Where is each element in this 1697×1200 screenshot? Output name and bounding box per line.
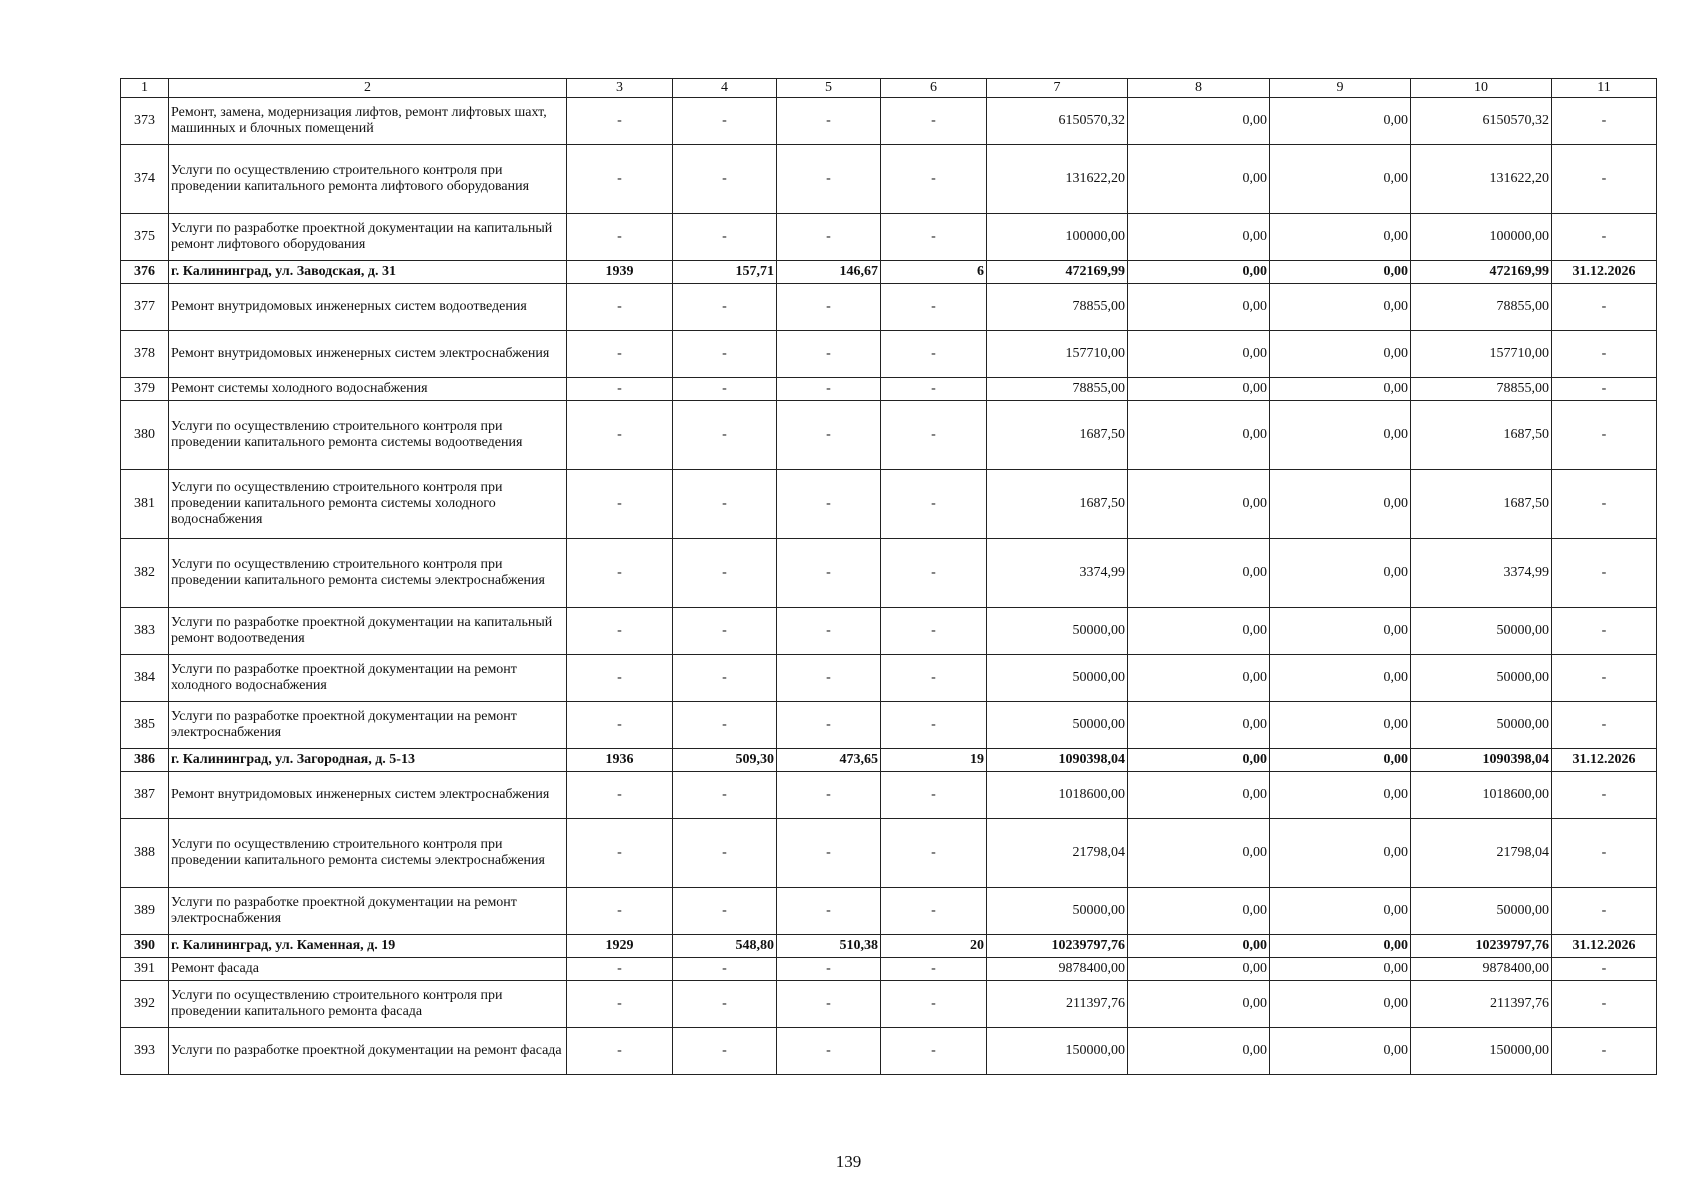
cell-col-3: -	[567, 655, 673, 702]
work-description: Услуги по осуществлению строительного контроля при проведении капитального ремонта системы электроснабжения	[169, 819, 567, 888]
cell-col-11: -	[1552, 470, 1657, 539]
cell-col-9: 0,00	[1270, 819, 1411, 888]
work-description: Услуги по разработке проектной документации на капитальный ремонт лифтового оборудования	[169, 214, 567, 261]
table-row	[121, 214, 1657, 261]
row-number: 388	[121, 819, 169, 888]
cell-col-11: -	[1552, 702, 1657, 749]
cell-col-8: 0,00	[1128, 935, 1270, 958]
cell-col-6: -	[881, 401, 987, 470]
cell-col-9: 0,00	[1270, 261, 1411, 284]
cell-col-3: 1929	[567, 935, 673, 958]
cell-col-6: -	[881, 98, 987, 145]
cell-col-10: 1090398,04	[1411, 749, 1552, 772]
cell-col-3: 1939	[567, 261, 673, 284]
cell-col-5: -	[777, 655, 881, 702]
row-number: 383	[121, 608, 169, 655]
cell-col-9: 0,00	[1270, 935, 1411, 958]
capital-repair-table	[120, 78, 1657, 1075]
cell-col-9: 0,00	[1270, 749, 1411, 772]
cell-col-11: -	[1552, 981, 1657, 1028]
cell-col-11: -	[1552, 214, 1657, 261]
cell-col-5: -	[777, 772, 881, 819]
cell-col-3: -	[567, 470, 673, 539]
cell-col-8: 0,00	[1128, 261, 1270, 284]
table-row	[121, 1028, 1657, 1075]
cell-col-9: 0,00	[1270, 702, 1411, 749]
cell-col-4: -	[673, 539, 777, 608]
cell-col-5: -	[777, 331, 881, 378]
cell-col-3: -	[567, 772, 673, 819]
work-description: Услуги по разработке проектной документации на ремонт холодного водоснабжения	[169, 655, 567, 702]
cell-col-6: -	[881, 608, 987, 655]
work-description: Ремонт, замена, модернизация лифтов, ремонт лифтовых шахт, машинных и блочных помещений	[169, 98, 567, 145]
cell-col-4: -	[673, 214, 777, 261]
row-number: 393	[121, 1028, 169, 1075]
cell-col-8: 0,00	[1128, 98, 1270, 145]
cell-col-7: 10239797,76	[987, 935, 1128, 958]
cell-col-9: 0,00	[1270, 888, 1411, 935]
table-row	[121, 819, 1657, 888]
cell-col-7: 9878400,00	[987, 958, 1128, 981]
cell-col-8: 0,00	[1128, 214, 1270, 261]
cell-col-10: 78855,00	[1411, 378, 1552, 401]
cell-col-4: -	[673, 470, 777, 539]
row-number: 373	[121, 98, 169, 145]
cell-col-6: -	[881, 958, 987, 981]
cell-col-4: -	[673, 655, 777, 702]
cell-col-10: 211397,76	[1411, 981, 1552, 1028]
cell-col-6: -	[881, 1028, 987, 1075]
cell-col-11: -	[1552, 1028, 1657, 1075]
cell-col-10: 10239797,76	[1411, 935, 1552, 958]
cell-col-11: -	[1552, 331, 1657, 378]
cell-col-9: 0,00	[1270, 608, 1411, 655]
cell-col-10: 100000,00	[1411, 214, 1552, 261]
cell-col-10: 50000,00	[1411, 655, 1552, 702]
table-row	[121, 284, 1657, 331]
cell-col-5: -	[777, 702, 881, 749]
cell-col-11: -	[1552, 772, 1657, 819]
row-number: 381	[121, 470, 169, 539]
cell-col-10: 9878400,00	[1411, 958, 1552, 981]
cell-col-7: 50000,00	[987, 702, 1128, 749]
cell-col-5: -	[777, 958, 881, 981]
cell-col-9: 0,00	[1270, 958, 1411, 981]
column-header: 1	[121, 79, 169, 98]
cell-col-4: -	[673, 702, 777, 749]
cell-col-4: 509,30	[673, 749, 777, 772]
cell-col-11: -	[1552, 145, 1657, 214]
cell-col-7: 50000,00	[987, 608, 1128, 655]
cell-col-10: 472169,99	[1411, 261, 1552, 284]
work-description: г. Калининград, ул. Каменная, д. 19	[169, 935, 567, 958]
column-header: 7	[987, 79, 1128, 98]
table-row	[121, 608, 1657, 655]
table-row	[121, 331, 1657, 378]
work-description: Услуги по осуществлению строительного контроля при проведении капитального ремонта лифтового оборудования	[169, 145, 567, 214]
table-row	[121, 772, 1657, 819]
column-header: 6	[881, 79, 987, 98]
cell-col-3: -	[567, 214, 673, 261]
work-description: Ремонт фасада	[169, 958, 567, 981]
address-row	[121, 749, 1657, 772]
work-description: Услуги по осуществлению строительного контроля при проведении капитального ремонта системы холодного водоснабжения	[169, 470, 567, 539]
cell-col-3: -	[567, 819, 673, 888]
cell-col-6: -	[881, 539, 987, 608]
table-row	[121, 981, 1657, 1028]
cell-col-10: 50000,00	[1411, 702, 1552, 749]
cell-col-8: 0,00	[1128, 749, 1270, 772]
cell-col-11: -	[1552, 819, 1657, 888]
cell-col-11: -	[1552, 98, 1657, 145]
cell-col-6: -	[881, 819, 987, 888]
cell-col-5: -	[777, 98, 881, 145]
cell-col-6: -	[881, 214, 987, 261]
cell-col-3: -	[567, 702, 673, 749]
table-row	[121, 401, 1657, 470]
cell-col-5: -	[777, 401, 881, 470]
row-number: 378	[121, 331, 169, 378]
cell-col-4: -	[673, 772, 777, 819]
cell-col-4: -	[673, 608, 777, 655]
cell-col-7: 150000,00	[987, 1028, 1128, 1075]
cell-col-5: -	[777, 378, 881, 401]
table-row	[121, 470, 1657, 539]
cell-col-3: -	[567, 145, 673, 214]
cell-col-10: 131622,20	[1411, 145, 1552, 214]
cell-col-8: 0,00	[1128, 1028, 1270, 1075]
cell-col-4: -	[673, 819, 777, 888]
cell-col-3: -	[567, 981, 673, 1028]
cell-col-7: 78855,00	[987, 284, 1128, 331]
row-number: 382	[121, 539, 169, 608]
table-row	[121, 655, 1657, 702]
table-row	[121, 539, 1657, 608]
cell-col-8: 0,00	[1128, 378, 1270, 401]
cell-col-11: -	[1552, 378, 1657, 401]
cell-col-4: -	[673, 888, 777, 935]
cell-col-3: -	[567, 1028, 673, 1075]
cell-col-5: 146,67	[777, 261, 881, 284]
cell-col-6: 6	[881, 261, 987, 284]
cell-col-9: 0,00	[1270, 214, 1411, 261]
column-header: 3	[567, 79, 673, 98]
cell-col-11: -	[1552, 284, 1657, 331]
cell-col-6: -	[881, 145, 987, 214]
cell-col-10: 1687,50	[1411, 470, 1552, 539]
cell-col-5: -	[777, 145, 881, 214]
cell-col-10: 50000,00	[1411, 608, 1552, 655]
cell-col-6: -	[881, 772, 987, 819]
work-description: Ремонт системы холодного водоснабжения	[169, 378, 567, 401]
cell-col-11: 31.12.2026	[1552, 749, 1657, 772]
row-number: 374	[121, 145, 169, 214]
work-description: г. Калининград, ул. Загородная, д. 5-13	[169, 749, 567, 772]
cell-col-9: 0,00	[1270, 145, 1411, 214]
cell-col-4: -	[673, 284, 777, 331]
cell-col-4: -	[673, 1028, 777, 1075]
cell-col-3: -	[567, 888, 673, 935]
cell-col-11: -	[1552, 655, 1657, 702]
row-number: 386	[121, 749, 169, 772]
cell-col-4: 548,80	[673, 935, 777, 958]
cell-col-7: 1090398,04	[987, 749, 1128, 772]
cell-col-7: 157710,00	[987, 331, 1128, 378]
cell-col-7: 211397,76	[987, 981, 1128, 1028]
column-header: 4	[673, 79, 777, 98]
row-number: 387	[121, 772, 169, 819]
cell-col-8: 0,00	[1128, 284, 1270, 331]
cell-col-9: 0,00	[1270, 98, 1411, 145]
cell-col-8: 0,00	[1128, 958, 1270, 981]
cell-col-10: 21798,04	[1411, 819, 1552, 888]
table-row	[121, 702, 1657, 749]
row-number: 385	[121, 702, 169, 749]
cell-col-9: 0,00	[1270, 378, 1411, 401]
cell-col-7: 78855,00	[987, 378, 1128, 401]
work-description: Ремонт внутридомовых инженерных систем водоотведения	[169, 284, 567, 331]
cell-col-11: 31.12.2026	[1552, 935, 1657, 958]
column-header: 2	[169, 79, 567, 98]
cell-col-8: 0,00	[1128, 539, 1270, 608]
cell-col-9: 0,00	[1270, 772, 1411, 819]
cell-col-4: -	[673, 378, 777, 401]
cell-col-6: 20	[881, 935, 987, 958]
cell-col-6: -	[881, 702, 987, 749]
row-number: 379	[121, 378, 169, 401]
cell-col-10: 157710,00	[1411, 331, 1552, 378]
cell-col-10: 150000,00	[1411, 1028, 1552, 1075]
cell-col-6: -	[881, 378, 987, 401]
cell-col-4: -	[673, 958, 777, 981]
row-number: 377	[121, 284, 169, 331]
cell-col-11: -	[1552, 608, 1657, 655]
cell-col-3: -	[567, 401, 673, 470]
work-description: Услуги по осуществлению строительного контроля при проведении капитального ремонта системы электроснабжения	[169, 539, 567, 608]
cell-col-11: -	[1552, 401, 1657, 470]
cell-col-10: 1687,50	[1411, 401, 1552, 470]
table-row	[121, 888, 1657, 935]
cell-col-4: -	[673, 145, 777, 214]
cell-col-6: -	[881, 331, 987, 378]
cell-col-8: 0,00	[1128, 772, 1270, 819]
cell-col-5: 473,65	[777, 749, 881, 772]
cell-col-10: 6150570,32	[1411, 98, 1552, 145]
cell-col-11: 31.12.2026	[1552, 261, 1657, 284]
cell-col-4: -	[673, 98, 777, 145]
cell-col-8: 0,00	[1128, 608, 1270, 655]
cell-col-4: -	[673, 331, 777, 378]
cell-col-7: 50000,00	[987, 888, 1128, 935]
cell-col-6: -	[881, 981, 987, 1028]
cell-col-11: -	[1552, 888, 1657, 935]
cell-col-5: -	[777, 214, 881, 261]
work-description: Услуги по осуществлению строительного контроля при проведении капитального ремонта системы водоотведения	[169, 401, 567, 470]
work-description: Ремонт внутридомовых инженерных систем электроснабжения	[169, 772, 567, 819]
column-header: 5	[777, 79, 881, 98]
column-header: 9	[1270, 79, 1411, 98]
cell-col-3: -	[567, 608, 673, 655]
cell-col-3: 1936	[567, 749, 673, 772]
work-description: Услуги по осуществлению строительного контроля при проведении капитального ремонта фасада	[169, 981, 567, 1028]
cell-col-7: 100000,00	[987, 214, 1128, 261]
cell-col-3: -	[567, 539, 673, 608]
table-row	[121, 958, 1657, 981]
cell-col-9: 0,00	[1270, 655, 1411, 702]
address-row	[121, 935, 1657, 958]
row-number: 389	[121, 888, 169, 935]
cell-col-6: 19	[881, 749, 987, 772]
cell-col-10: 78855,00	[1411, 284, 1552, 331]
cell-col-10: 50000,00	[1411, 888, 1552, 935]
row-number: 392	[121, 981, 169, 1028]
work-description: Услуги по разработке проектной документации на ремонт электроснабжения	[169, 702, 567, 749]
cell-col-4: -	[673, 401, 777, 470]
cell-col-11: -	[1552, 958, 1657, 981]
cell-col-6: -	[881, 655, 987, 702]
cell-col-5: -	[777, 981, 881, 1028]
row-number: 376	[121, 261, 169, 284]
column-header: 8	[1128, 79, 1270, 98]
address-row	[121, 261, 1657, 284]
cell-col-7: 1687,50	[987, 401, 1128, 470]
cell-col-9: 0,00	[1270, 1028, 1411, 1075]
cell-col-8: 0,00	[1128, 702, 1270, 749]
cell-col-5: -	[777, 284, 881, 331]
cell-col-10: 1018600,00	[1411, 772, 1552, 819]
cell-col-3: -	[567, 378, 673, 401]
cell-col-8: 0,00	[1128, 819, 1270, 888]
work-description: г. Калининград, ул. Заводская, д. 31	[169, 261, 567, 284]
cell-col-5: -	[777, 608, 881, 655]
table-row	[121, 145, 1657, 214]
cell-col-5: -	[777, 1028, 881, 1075]
cell-col-7: 6150570,32	[987, 98, 1128, 145]
page-number: 139	[835, 1152, 862, 1171]
cell-col-9: 0,00	[1270, 470, 1411, 539]
cell-col-8: 0,00	[1128, 145, 1270, 214]
cell-col-9: 0,00	[1270, 284, 1411, 331]
cell-col-3: -	[567, 958, 673, 981]
cell-col-3: -	[567, 331, 673, 378]
cell-col-4: 157,71	[673, 261, 777, 284]
cell-col-5: -	[777, 539, 881, 608]
cell-col-5: -	[777, 888, 881, 935]
cell-col-8: 0,00	[1128, 470, 1270, 539]
work-description: Услуги по разработке проектной документации на ремонт электроснабжения	[169, 888, 567, 935]
cell-col-7: 1687,50	[987, 470, 1128, 539]
cell-col-9: 0,00	[1270, 401, 1411, 470]
work-description: Ремонт внутридомовых инженерных систем электроснабжения	[169, 331, 567, 378]
cell-col-9: 0,00	[1270, 331, 1411, 378]
row-number: 390	[121, 935, 169, 958]
cell-col-7: 3374,99	[987, 539, 1128, 608]
cell-col-11: -	[1552, 539, 1657, 608]
cell-col-8: 0,00	[1128, 981, 1270, 1028]
cell-col-9: 0,00	[1270, 981, 1411, 1028]
cell-col-3: -	[567, 98, 673, 145]
cell-col-5: 510,38	[777, 935, 881, 958]
cell-col-9: 0,00	[1270, 539, 1411, 608]
cell-col-8: 0,00	[1128, 888, 1270, 935]
work-description: Услуги по разработке проектной документации на капитальный ремонт водоотведения	[169, 608, 567, 655]
row-number: 375	[121, 214, 169, 261]
row-number: 380	[121, 401, 169, 470]
cell-col-6: -	[881, 888, 987, 935]
cell-col-7: 131622,20	[987, 145, 1128, 214]
cell-col-8: 0,00	[1128, 401, 1270, 470]
cell-col-6: -	[881, 470, 987, 539]
row-number: 384	[121, 655, 169, 702]
work-description: Услуги по разработке проектной документации на ремонт фасада	[169, 1028, 567, 1075]
cell-col-5: -	[777, 819, 881, 888]
cell-col-8: 0,00	[1128, 655, 1270, 702]
table-row	[121, 378, 1657, 401]
cell-col-7: 21798,04	[987, 819, 1128, 888]
cell-col-7: 1018600,00	[987, 772, 1128, 819]
cell-col-7: 50000,00	[987, 655, 1128, 702]
cell-col-8: 0,00	[1128, 331, 1270, 378]
column-header: 10	[1411, 79, 1552, 98]
row-number: 391	[121, 958, 169, 981]
column-number-row	[121, 79, 1657, 98]
cell-col-10: 3374,99	[1411, 539, 1552, 608]
table-row	[121, 98, 1657, 145]
cell-col-7: 472169,99	[987, 261, 1128, 284]
cell-col-4: -	[673, 981, 777, 1028]
cell-col-6: -	[881, 284, 987, 331]
column-header: 11	[1552, 79, 1657, 98]
cell-col-3: -	[567, 284, 673, 331]
cell-col-5: -	[777, 470, 881, 539]
